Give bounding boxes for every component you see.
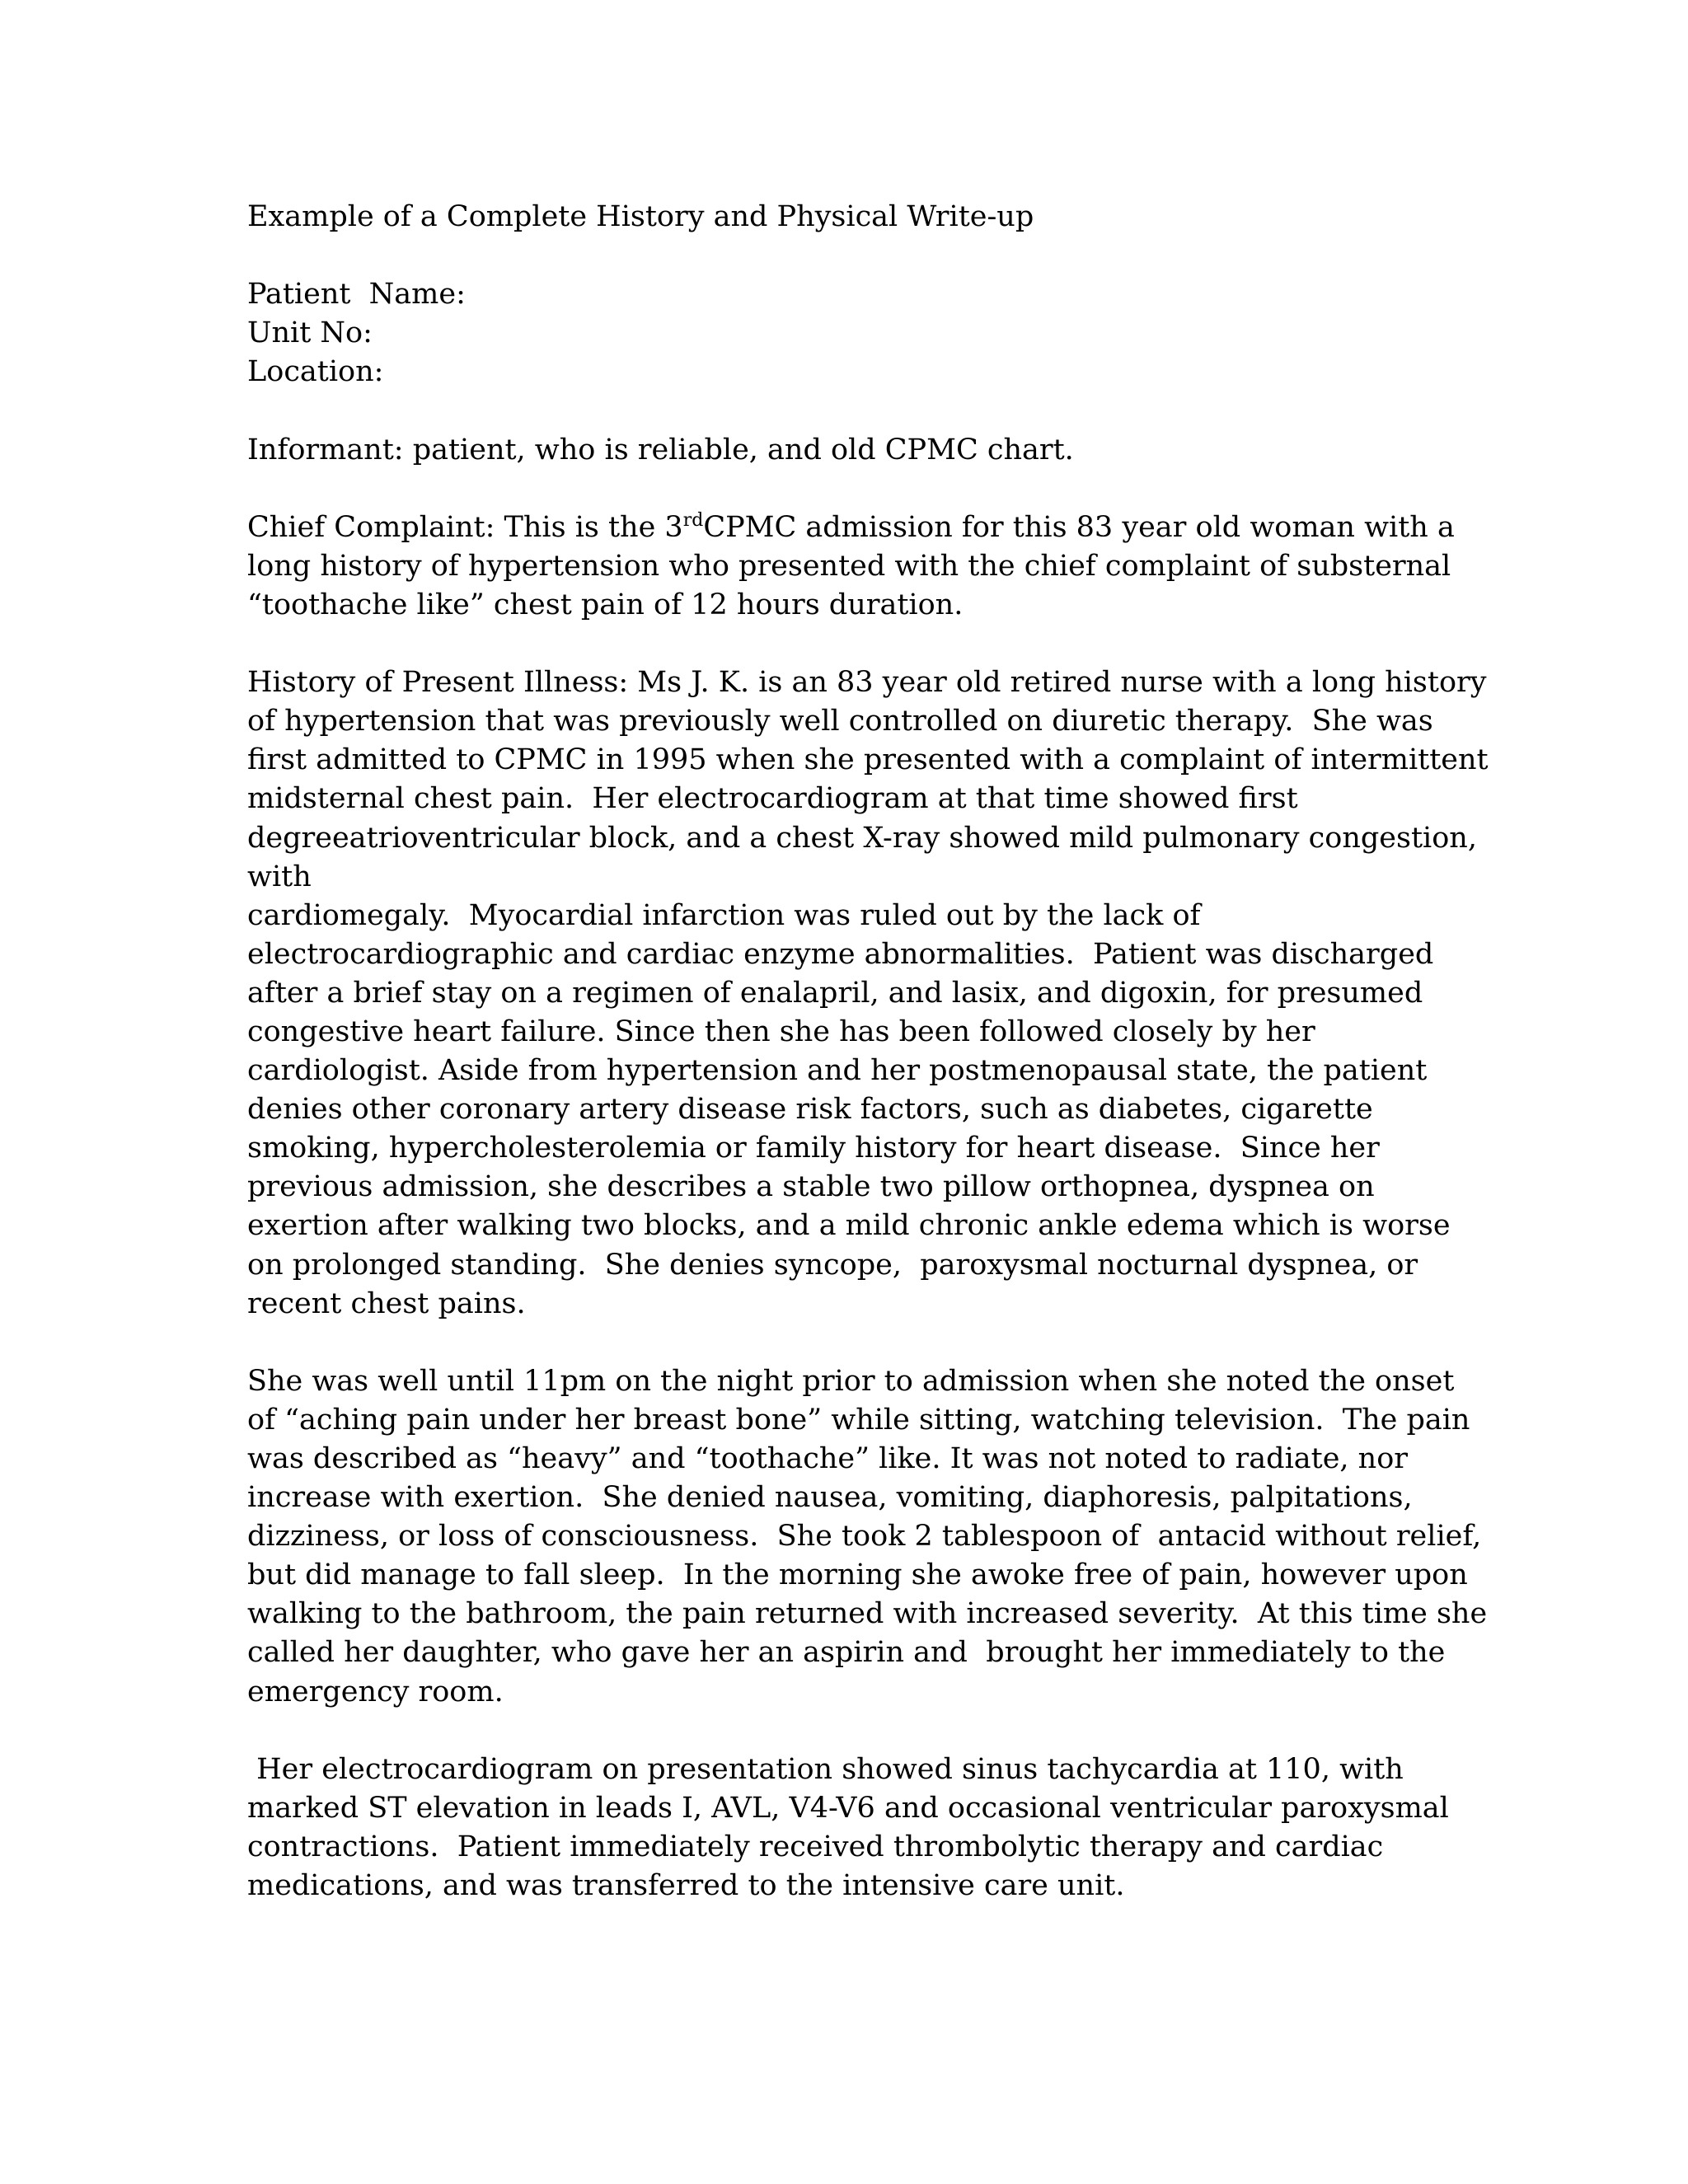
document-body [247, 198, 1489, 1905]
informant-line: Informant: patient, who is reliable, and old CPMC chart. [247, 433, 1074, 466]
hpi-line: She was well until 11pm on the night prior to admission when she noted the onset [247, 1364, 1455, 1398]
paragraph-gap [247, 1324, 1451, 1362]
hpi-line: contractions. Patient immediately received thrombolytic therapy and cardiac [247, 1830, 1384, 1863]
hpi-line: called her daughter, who gave her an aspirin and brought her immediately to the [247, 1636, 1446, 1670]
hpi-line: cardiomegaly. Myocardial infarction was ruled out by the lack of [247, 898, 1201, 932]
patient-fields [247, 275, 1451, 391]
paragraph-gap [247, 470, 1451, 509]
hpi-line: walking to the bathroom, the pain returned with increased severity. At this time she [247, 1597, 1488, 1631]
paragraph-gap [247, 391, 1451, 430]
hpi-line: History of Present Illness: Ms J. K. is an 83 year old retired nurse with a long history [247, 666, 1487, 700]
hpi-line: previous admission, she describes a stable two pillow orthopnea, dyspnea on [247, 1170, 1375, 1204]
hpi-line: medications, and was transferred to the intensive care unit. [247, 1869, 1125, 1903]
chief-complaint-text-end: CPMC admission for this 83 year old woman with a [703, 510, 1455, 544]
hpi-line: with [247, 860, 312, 893]
hpi-line: on prolonged standing. She denies syncope, paroxysmal nocturnal dyspnea, or [247, 1248, 1418, 1282]
hpi-line: midsternal chest pain. Her electrocardiogram at that time showed first [247, 782, 1298, 816]
hpi-line: emergency room. [247, 1675, 504, 1708]
hpi-line: exertion after walking two blocks, and a mild chronic ankle edema which is worse [247, 1209, 1451, 1243]
hpi-line: of hypertension that was previously well controlled on diuretic therapy. She was [247, 705, 1433, 738]
unit-no-field: Unit No: [247, 316, 373, 350]
hpi-line: smoking, hypercholesterolemia or family history for heart disease. Since her [247, 1132, 1380, 1165]
hpi-line: degreeatrioventricular block, and a chest X-ray showed mild pulmonary congestion, [247, 821, 1477, 855]
paragraph-gap [247, 1712, 1451, 1750]
paragraph-gap [247, 625, 1451, 663]
hpi-line: was described as “heavy” and “toothache” like. It was not noted to radiate, nor [247, 1442, 1408, 1475]
hpi-line: denies other coronary artery disease risk factors, such as diabetes, cigarette [247, 1093, 1373, 1127]
location-field: Location: [247, 355, 384, 389]
chief-complaint-text-start: Chief Complaint: This is the 3 [247, 510, 683, 544]
hpi-paragraph-1 [247, 663, 1489, 1324]
chief-complaint-paragraph [247, 509, 1455, 625]
hpi-line: congestive heart failure. Since then she has been followed closely by her [247, 1015, 1315, 1048]
hpi-line: Her electrocardiogram on presentation showed sinus tachycardia at 110, with [247, 1752, 1404, 1786]
hpi-line: recent chest pains. [247, 1286, 526, 1320]
hpi-paragraph-2 [247, 1362, 1488, 1712]
patient-name-field: Patient Name: [247, 278, 466, 312]
hpi-line: dizziness, or loss of consciousness. She took 2 tablespoon of antacid without relief, [247, 1520, 1482, 1554]
hpi-paragraph-3 [247, 1750, 1451, 1905]
hpi-line: electrocardiographic and cardiac enzyme abnormalities. Patient was discharged [247, 937, 1434, 971]
hpi-line: marked ST elevation in leads I, AVL, V4-V6 and occasional ventricular paroxysmal [247, 1791, 1449, 1825]
hpi-line: of “aching pain under her breast bone” while sitting, watching television. The pain [247, 1403, 1470, 1436]
document-title: Example of a Complete History and Physical Write-up [247, 200, 1034, 233]
hpi-line: after a brief stay on a regimen of enalapril, and lasix, and digoxin, for presumed [247, 976, 1423, 1010]
ordinal-superscript: rd [682, 509, 704, 531]
hpi-line: but did manage to fall sleep. In the morning she awoke free of pain, however upon [247, 1558, 1468, 1592]
hpi-line: increase with exertion. She denied nausea, vomiting, diaphoresis, palpitations, [247, 1481, 1413, 1515]
chief-complaint-line [247, 509, 1455, 547]
paragraph-gap [247, 237, 1451, 275]
hpi-line: cardiologist. Aside from hypertension and her postmenopausal state, the patient [247, 1054, 1428, 1088]
hpi-line: first admitted to CPMC in 1995 when she presented with a complaint of intermittent [247, 743, 1489, 777]
chief-complaint-line: “toothache like” chest pain of 12 hours duration. [247, 588, 964, 621]
chief-complaint-line: long history of hypertension who presented with the chief complaint of substernal [247, 549, 1451, 583]
